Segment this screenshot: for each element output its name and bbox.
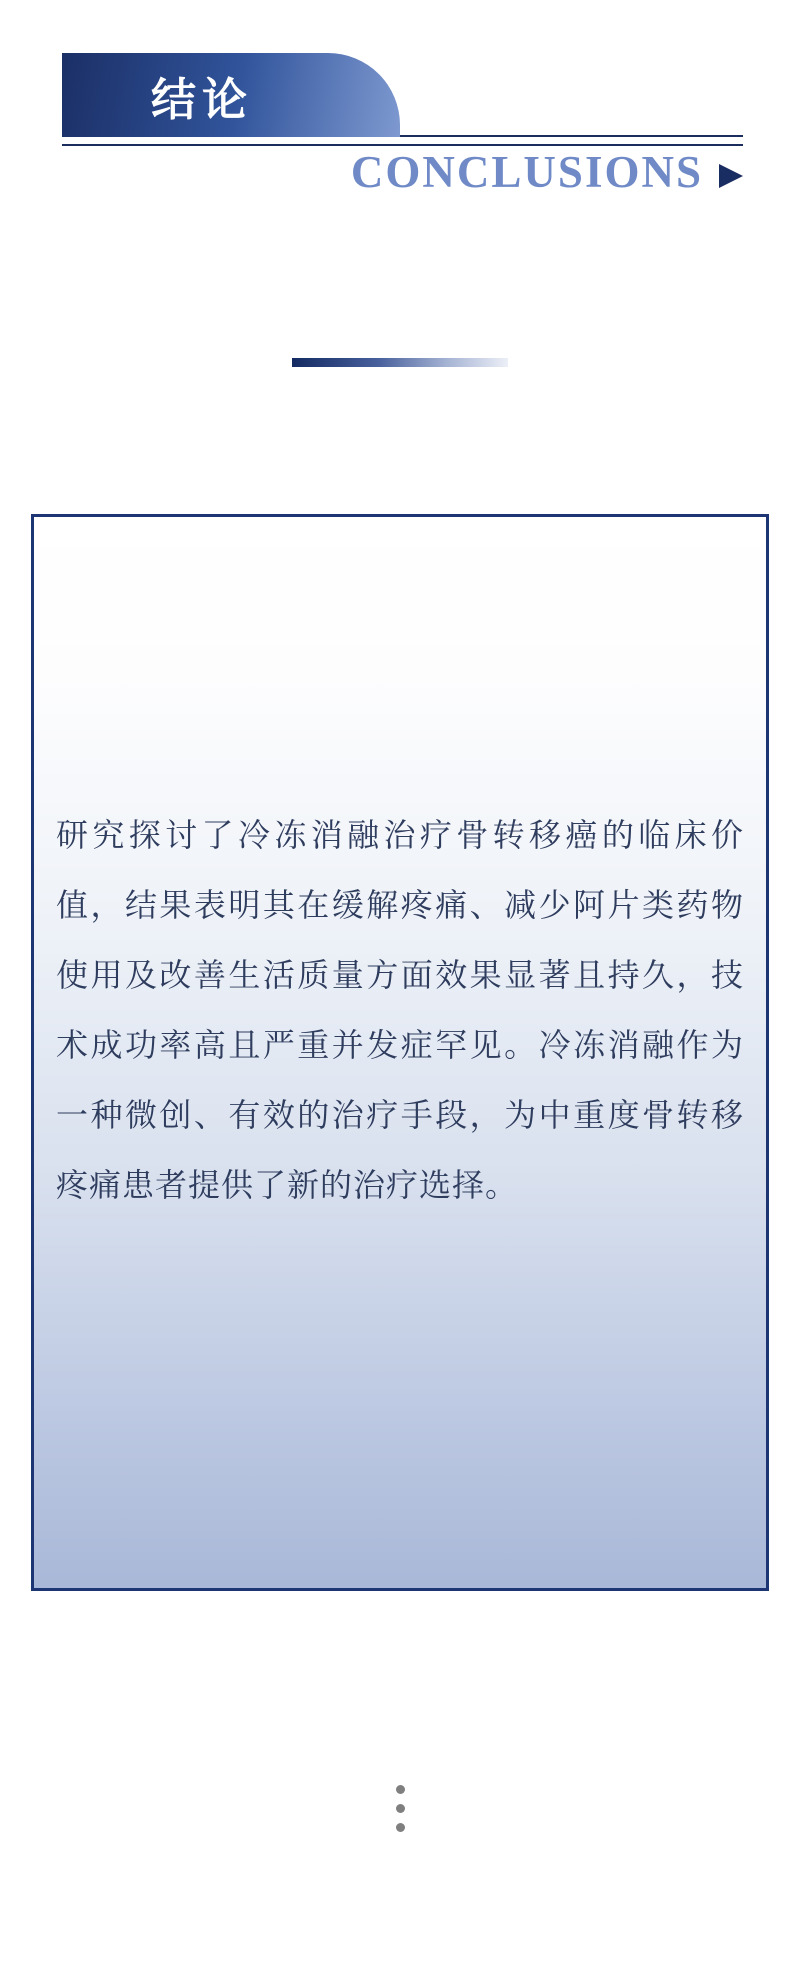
section-badge-label: 结论 (150, 74, 253, 125)
header-rule-lower (62, 144, 743, 146)
gradient-divider (292, 358, 508, 367)
header-rule-upper (400, 135, 743, 137)
ellipsis-dot (396, 1823, 405, 1832)
ellipsis-dot (396, 1785, 405, 1794)
section-title-english: CONCLUSIONS (350, 147, 703, 197)
section-badge (62, 53, 400, 137)
conclusion-header (62, 53, 743, 147)
ellipsis-dot (396, 1804, 405, 1813)
conclusion-card (31, 514, 769, 1591)
right-triangle-icon (719, 164, 743, 188)
more-indicator (0, 1785, 800, 1832)
conclusion-paragraph: 研究探讨了冷冻消融治疗骨转移癌的临床价值，结果表明其在缓解疼痛、减少阿片类药物使用及改善生活质量方面效果显著且持久，技术成功率高且严重并发症罕见。冷冻消融作为一种微创、有效的治疗手段，为中重度骨转移疼痛患者提供了新的治疗选择。 (56, 817, 744, 1203)
english-title-row (62, 147, 743, 197)
